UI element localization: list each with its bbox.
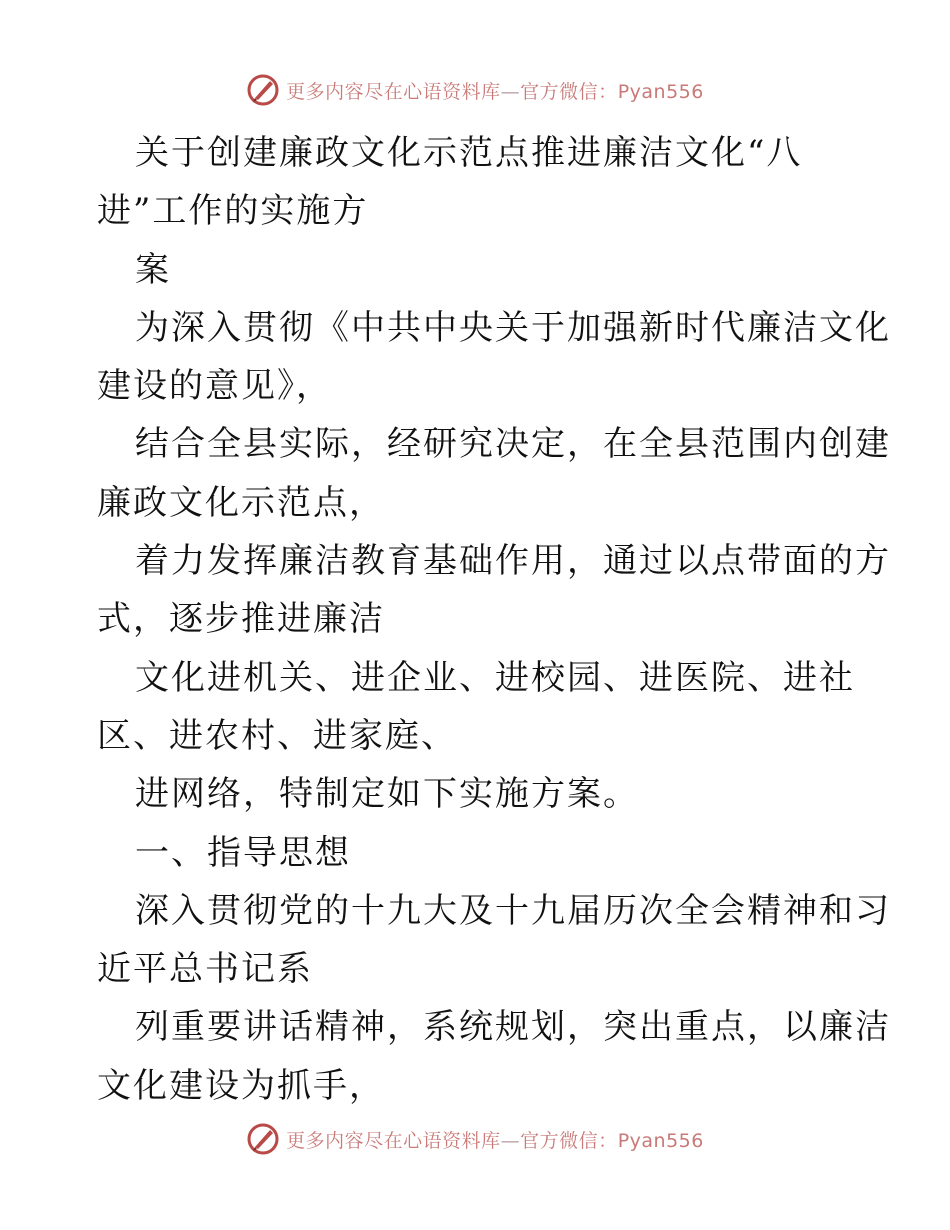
- text-line: 结合全县实际，经研究决定，在全县范围内创建: [135, 424, 891, 465]
- watermark-dash: —: [500, 1129, 521, 1152]
- document-body: [97, 124, 891, 1115]
- watermark-wechat-id: Pyan556: [617, 1129, 704, 1152]
- watermark-footer: [0, 1119, 950, 1159]
- text-line: 列重要讲话精神，系统规划，突出重点，以廉洁: [135, 1007, 891, 1048]
- text-line: 进”工作的实施方: [97, 191, 369, 232]
- text-line: 文化进机关、进企业、进校园、进医院、进社: [135, 657, 855, 698]
- text-line: 式，逐步推进廉洁: [97, 599, 385, 640]
- text-line: 区、进农村、进家庭、: [97, 715, 457, 756]
- text-line: 廉政文化示范点，: [97, 482, 385, 523]
- watermark-wechat-label: 官方微信：: [520, 80, 618, 103]
- quill-pen-logo-icon: [246, 1122, 280, 1156]
- watermark-text: [286, 1126, 704, 1153]
- watermark-site-name: 更多内容尽在心语资料库: [286, 80, 501, 103]
- text-line: 案: [135, 249, 171, 290]
- watermark-wechat-id: Pyan556: [617, 80, 704, 103]
- text-line: 为深入贯彻《中共中央关于加强新时代廉洁文化: [135, 307, 891, 348]
- watermark-wechat-label: 官方微信：: [520, 1129, 618, 1152]
- quill-pen-logo-icon: [246, 73, 280, 107]
- text-line: 进网络，特制定如下实施方案。: [135, 774, 639, 815]
- text-line: 建设的意见》，: [97, 366, 332, 407]
- text-line: 文化建设为抓手，: [97, 1065, 385, 1106]
- text-line: 近平总书记系: [97, 949, 313, 990]
- text-line: 着力发挥廉洁教育基础作用，通过以点带面的方: [135, 541, 891, 582]
- watermark-text: [286, 77, 704, 104]
- text-line: 关于创建廉政文化示范点推进廉洁文化“八: [135, 133, 803, 173]
- watermark-site-name: 更多内容尽在心语资料库: [286, 1129, 501, 1152]
- text-line: 深入贯彻党的十九大及十九届历次全会精神和习: [135, 890, 891, 931]
- text-line: 一、指导思想: [135, 832, 351, 873]
- watermark-header: [0, 70, 950, 110]
- watermark-dash: —: [500, 80, 521, 103]
